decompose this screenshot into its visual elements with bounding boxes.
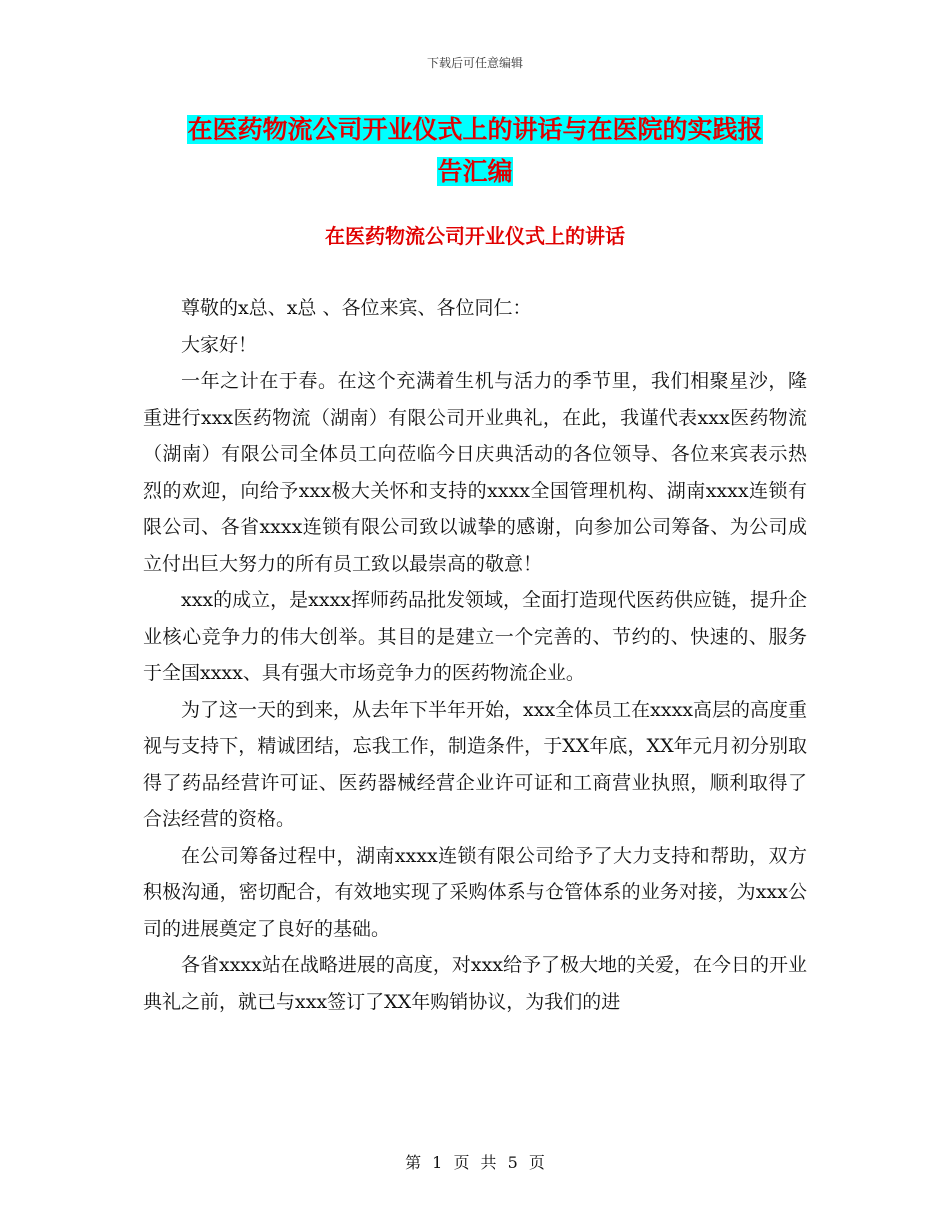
main-title xyxy=(145,109,805,193)
document-body xyxy=(143,290,807,1020)
salutation: 尊敬的x总、x总 、各位来宾、各位同仁： xyxy=(181,297,532,319)
main-title-line2: 告汇编 xyxy=(437,157,513,186)
body-paragraph: 在公司筹备过程中，湖南xxxx连锁有限公司给予了大力支持和帮助，双方积极沟通，密切配合，有效地实现了采购体系与仓管体系的业务对接，为xxx公司的进展奠定了良好的基础。 xyxy=(143,844,807,940)
body-paragraph: 各省xxxx站在战略进展的高度，对xxx给予了极大地的关爱，在今日的开业典礼之前，就已与xxx签订了XX年购销协议，为我们的进 xyxy=(143,954,808,1013)
main-title-line1: 在医药物流公司开业仪式上的讲话与在医院的实践报 xyxy=(187,115,763,144)
section-title: 在医药物流公司开业仪式上的讲话 xyxy=(325,224,625,248)
body-paragraph: xxx的成立，是xxxx挥师药品批发领域，全面打造现代医药供应链，提升企业核心竞争力的伟大创举。其目的是建立一个完善的、节约的、快速的、服务于全国xxxx、具有强大市场竞争力的医药物流企业。 xyxy=(143,589,808,684)
page-footer: 第 1 页 共 5 页 xyxy=(405,1153,545,1172)
greeting: 大家好！ xyxy=(181,333,258,356)
body-paragraph: 一年之计在于春。在这个充满着生机与活力的季节里，我们相聚星沙，隆重进行xxx医药物流（湖南）有限公司开业典礼，在此，我谨代表xxx医药物流（湖南）有限公司全体员工向莅临今日庆典活动的各位领导、各位来宾表示热烈的欢迎，向给予xxx极大关怀和支持的xxxx全国管理机构、湖南xxxx连锁有限公司、各省xxxx连锁有限公司致以诚挚的感谢，向参加公司筹备、为公司成立付出巨大努力的所有员工致以最崇高的敬意！ xyxy=(143,370,807,575)
body-paragraph: 为了这一天的到来，从去年下半年开始，xxx全体员工在xxxx高层的高度重视与支持下，精诚团结，忘我工作，制造条件，于XX年底，XX年元月初分别取得了药品经营许可证、医药器械经营企业许可证和工商营业执照，顺利取得了合法经营的资格。 xyxy=(143,698,808,830)
header-note: 下载后可任意编辑 xyxy=(426,56,523,70)
